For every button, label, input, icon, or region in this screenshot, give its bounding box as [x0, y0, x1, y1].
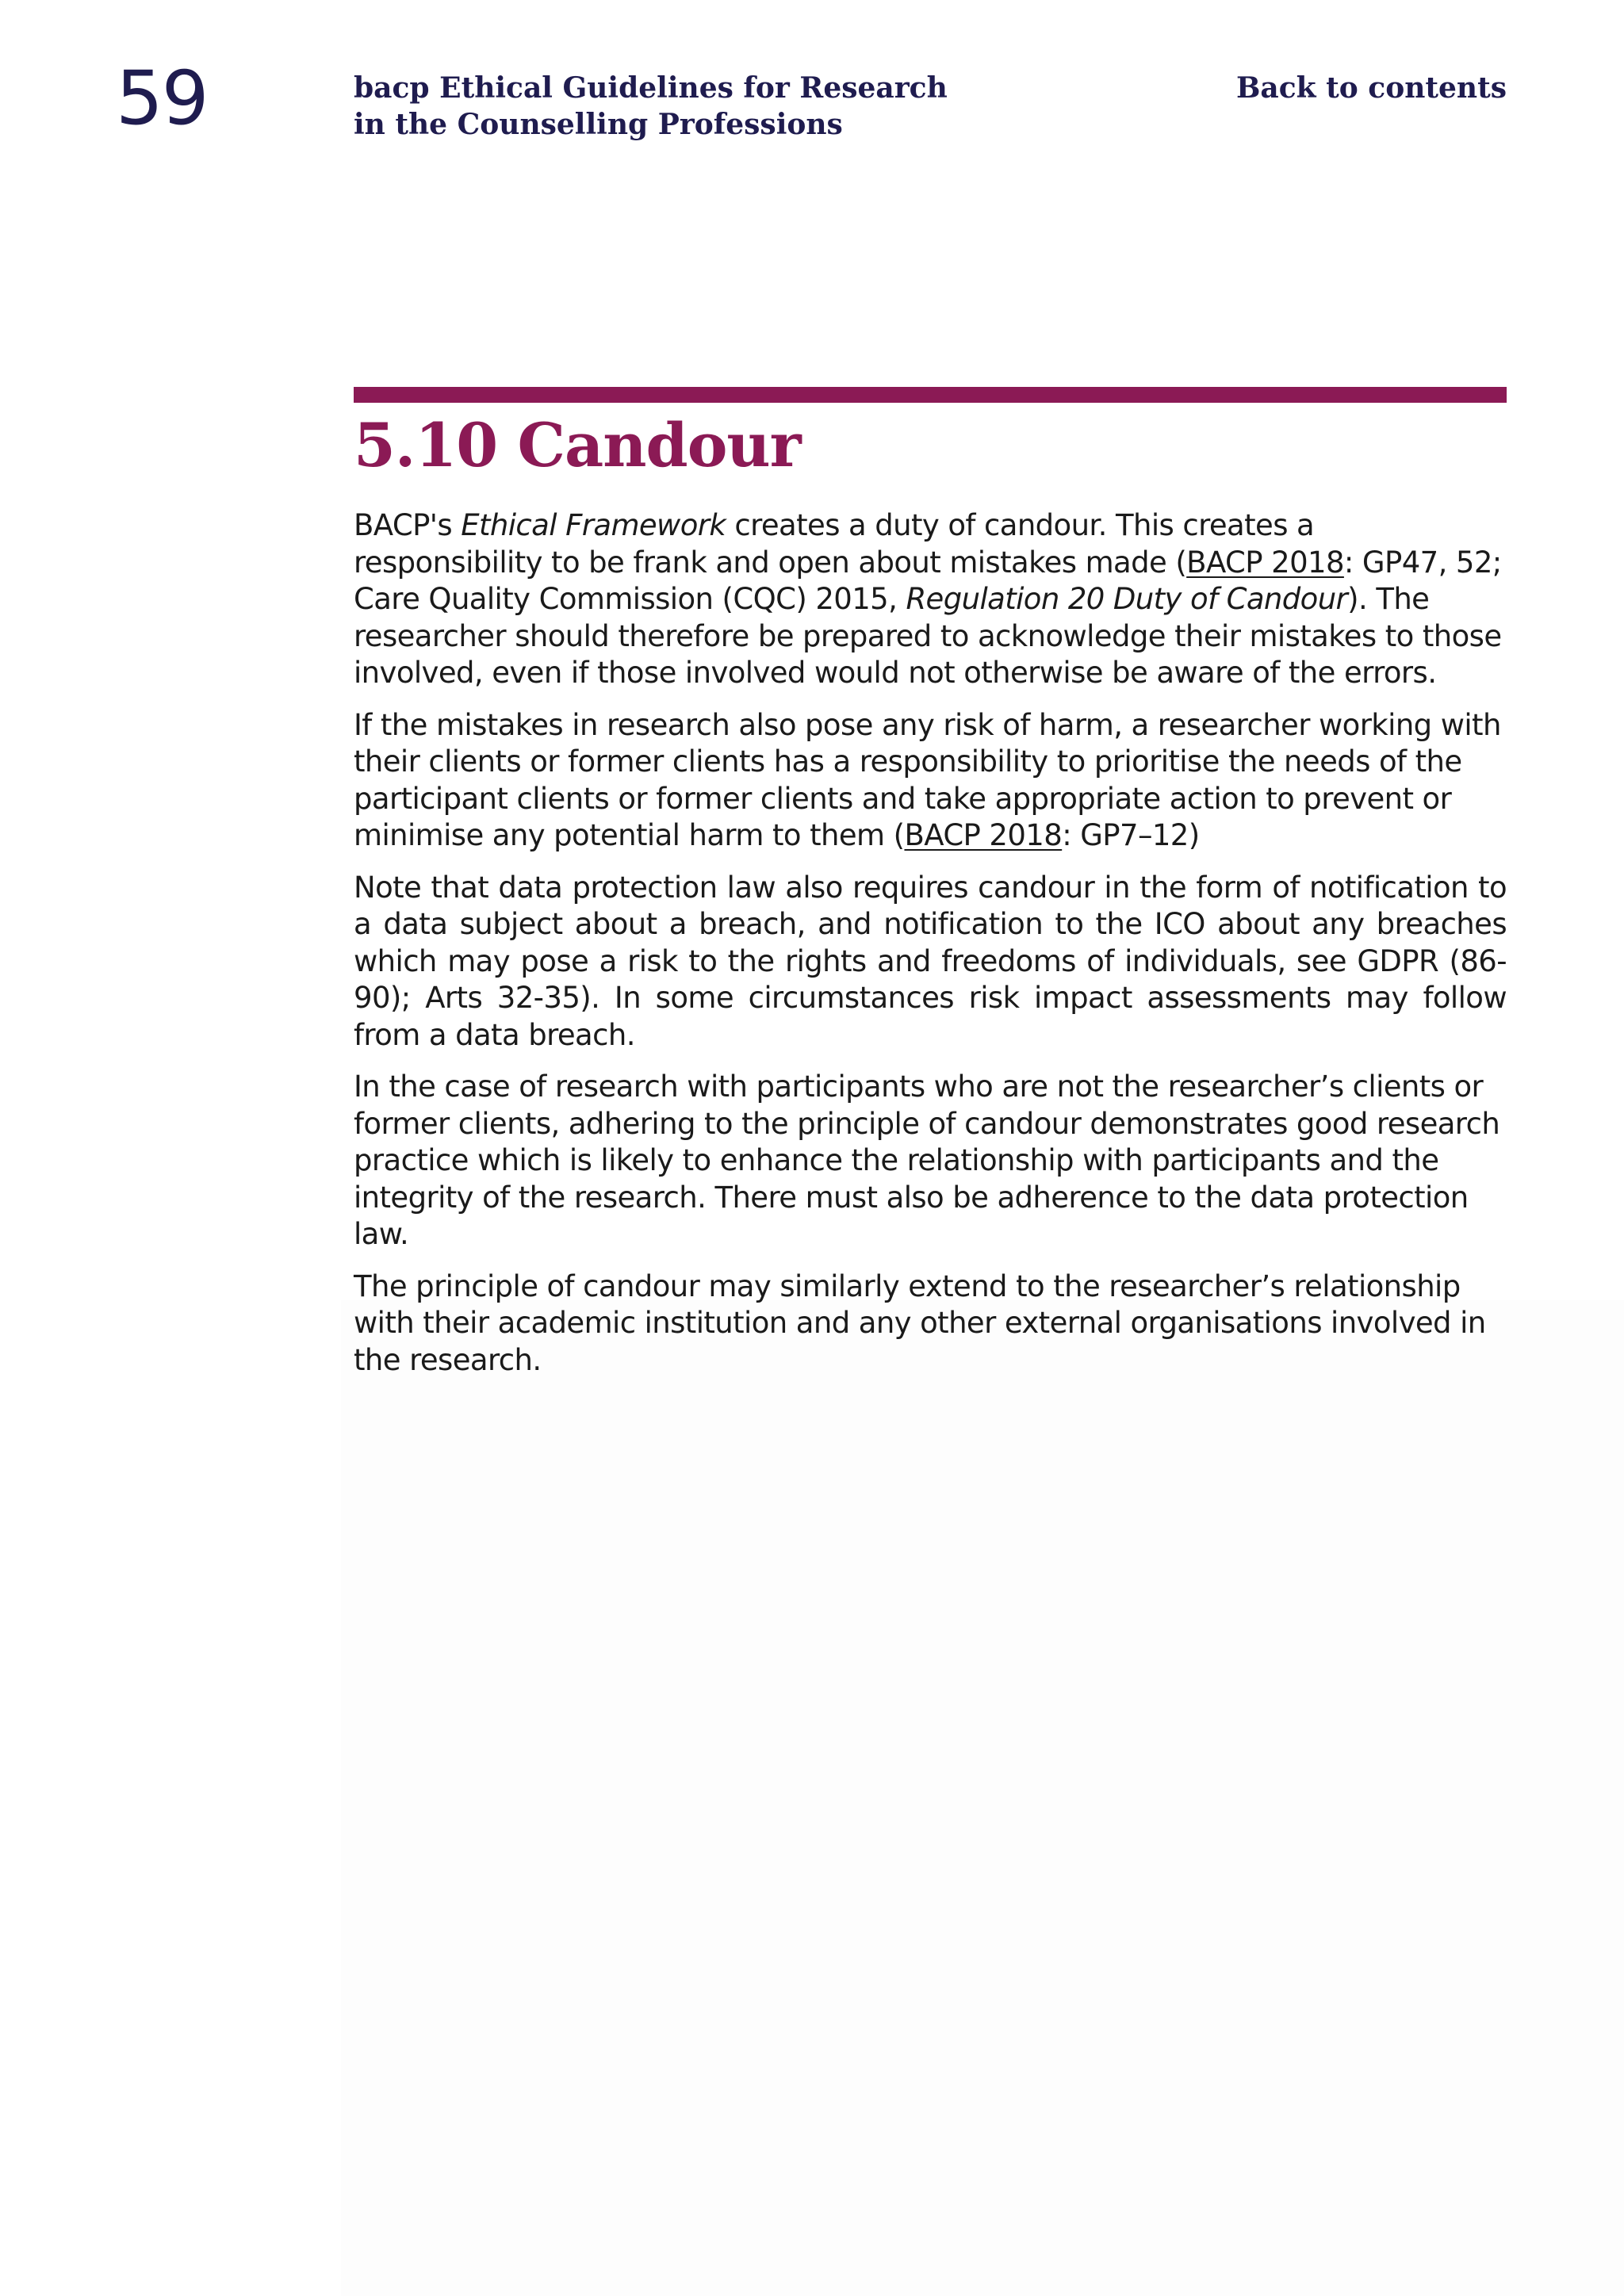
p1-text-4: ). The researcher should therefore be prepared to acknowledge their mistakes to those involved, even if those involved would not otherwise be aware of the errors. — [354, 582, 1502, 690]
paragraph-data-protection: Note that data protection law also requires candour in the form of notification to a data subject about a breach, and notification to the ICO about any breaches which may pose a risk to the rights and freedoms of individuals, see GDPR (86-90); Arts 32-35). In some circumstances risk impact assessments may follow from a data breach. — [354, 870, 1507, 1052]
p1-text-1: BACP's — [354, 508, 462, 542]
p2-text-1: If the mistakes in research also pose any risk of harm, a researcher working with their clients or former clients has a responsibility to prioritise the needs of the participant clients or former clients and take appropriate action to prevent or minimise any potential harm to them ( — [354, 707, 1501, 852]
bacp-2018-reference-link-2[interactable]: BACP 2018 — [904, 818, 1063, 852]
paragraph-external-relationships: The principle of candour may similarly extend to the researcher’s relationship with their academic institution and any other external organisations involved in the research. — [354, 1269, 1486, 1377]
paragraph-duty-of-candour — [354, 507, 1507, 692]
bacp-2018-reference-link[interactable]: BACP 2018 — [1186, 545, 1344, 580]
p2-text-2: : GP7–12) — [1062, 818, 1200, 852]
document-title — [354, 70, 1067, 143]
content-panel-background — [341, 1300, 1624, 2296]
paragraph-non-client-participants: In the case of research with participants who are not the researcher’s clients or former clients, adhering to the principle of candour demonstrates good research practice which is likely to enhance the relationship with participants and the integrity of the research. There must also be adherence to the data protection law. — [354, 1070, 1500, 1251]
section-divider-rule — [354, 387, 1507, 403]
section-body — [354, 507, 1507, 1394]
page-number: 59 — [116, 55, 208, 142]
p1-text-2: creates a duty of candour. This creates a responsibility to be frank and open about mistakes made ( — [354, 508, 1315, 580]
regulation-20-title: Regulation 20 Duty of Candour — [906, 582, 1348, 616]
back-to-contents-link[interactable]: Back to contents — [1235, 71, 1507, 105]
section-heading: 5.10 Candour — [354, 410, 801, 480]
ethical-framework-title: Ethical Framework — [461, 508, 726, 542]
paragraph-risk-of-harm — [354, 707, 1507, 855]
document-title-line1: bacp Ethical Guidelines for Research — [354, 71, 948, 105]
document-title-line2: in the Counselling Professions — [354, 108, 843, 141]
p1-text-3: : GP47, 52; Care Quality Commission (CQC) 2015, — [354, 545, 1502, 616]
